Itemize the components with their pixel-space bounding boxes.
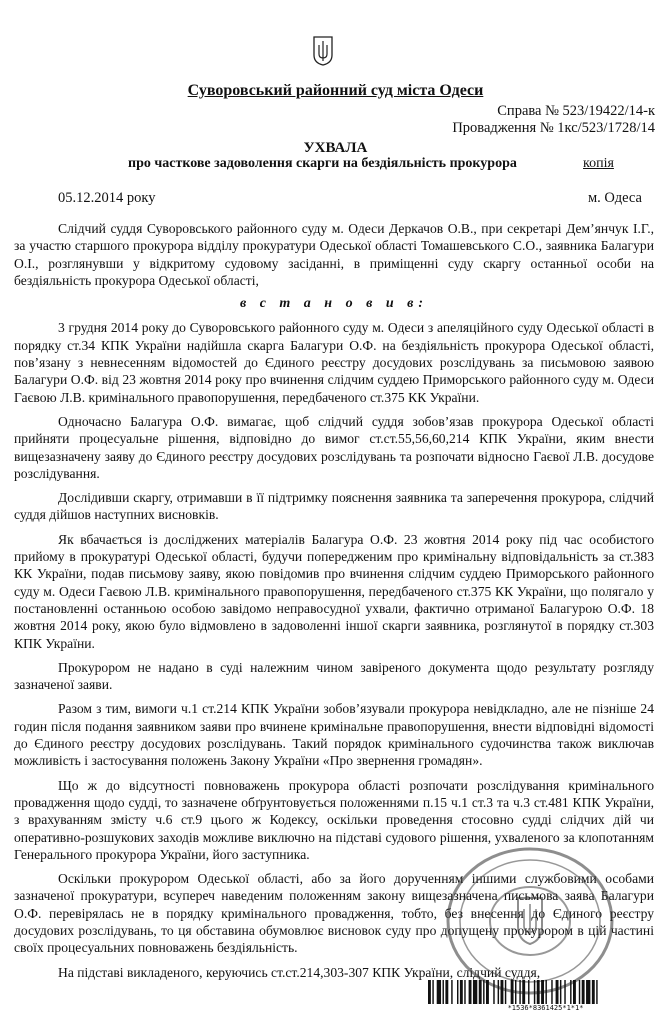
body-paragraph: Дослідивши скаргу, отримавши в її підтримку пояснення заявника та заперечення прокурора, слідчий суддя дійшов наступних висновків.: [14, 490, 654, 523]
barcode-bar: [486, 980, 489, 1004]
barcode-bar: [582, 980, 585, 1004]
barcode-bar: [479, 980, 482, 1004]
barcode-bar: [519, 980, 520, 1004]
barcode-number: *1536*8361425*1*1*: [507, 1004, 584, 1012]
barcode-bar: [469, 980, 472, 1004]
barcode-bar: [498, 980, 499, 1004]
barcode-bar: [445, 980, 448, 1004]
barcode-bar: [515, 980, 516, 1004]
barcode-bar: [460, 980, 463, 1004]
barcode-bar: [560, 980, 561, 1004]
barcode-bar: [493, 980, 494, 1004]
barcode-bar: [596, 980, 597, 1004]
body-paragraph: Одночасно Балагура О.Ф. вимагає, щоб слідчий суддя зобов’язав прокурора Одеської області прийняти процесуальне рішення, відповідно до вимог ст.ст.55,56,60,214 КПК України, яким внести вищезазначену заяву до Єдиного реєстру досудових розслідувань та розпочати відносно Гаєвої Л.В. досудове розслідування.: [14, 413, 654, 481]
barcode-bar: [464, 980, 465, 1004]
document-city: м. Одеса: [588, 190, 642, 206]
copy-label: копія: [583, 156, 614, 171]
barcode-bar: [551, 980, 552, 1004]
case-number: Справа № 523/19422/14-к: [497, 103, 655, 119]
coat-of-arms-icon: [313, 36, 333, 66]
case-numbers: [452, 103, 655, 137]
court-name: Суворовський районний суд міста Одеси: [187, 82, 484, 99]
document-title: УХВАЛА: [303, 140, 368, 156]
body-paragraph: Як вбачається із досліджених матеріалів Балагура О.Ф. 23 жовтня 2014 року під час особистого прийому в прокуратурі Одеської області, будучи попередженим про кримінальну відповідальність за ст.383 КК України, подав письмову заяву, якою повідомив про вчинення слідчим суддею Приморського районного суду м. Одеси Гаєвою Л.В. кримінального правопорушення, передбаченого ст.375 КК України, що полягало у постановленні останньою особою завідомо неправосудної ухвали, фактично отриманої Балагурою О.Ф. 18 жовтня 2014 року, якою було відмовлено в задоволенні іншої скарги заявника, розглянутої в порядку ст.303 КПК України.: [14, 531, 654, 651]
barcode-bar: [545, 980, 546, 1004]
barcode-bar: [541, 980, 544, 1004]
body-paragraph: 3 грудня 2014 року до Суворовського районного суду м. Одеси з апеляційного суду Одеської області в порядку ст.34 КПК України надійшла скарга Балагури О.Ф. на бездіяльність прокурора Одеської області, пов’язану з невнесенням відомостей до Єдиного реєстру досудових розслідувань за письмовою заявою Балагури О.Ф. від 23 жовтня 2014 року про вчинення слідчим суддею Приморського районного суду м. Одеси Гаєвою Л.В. кримінального правопорушення, передбаченого ст.375 КК України.: [14, 320, 654, 405]
barcode-bar: [483, 980, 484, 1004]
proceeding-number: Провадження № 1кс/523/1728/14: [452, 120, 655, 136]
barcode-bar: [586, 980, 590, 1004]
barcode-bar: [432, 980, 433, 1004]
body-paragraph: Разом з тим, вимоги ч.1 ст.214 КПК України зобов’язували прокурора невідкладно, але не пізніше 24 годин після подання заявником заяви про вчинене кримінальне правопорушення, внести відповідні відомості до Єдиного реєстру досудових розслідувань. Такий порядок кримінального судочинства також виключав можливість і застосування положень Закону України «Про звернення громадян».: [14, 701, 654, 769]
body-paragraph: Оскільки прокурором Одеської області, або за його дорученням іншими службовими особами зазначеної прокуратури, всупереч наведеним положенням закону вищезазначена письмова заява Балагури О.Ф. перевірялась не в порядку кримінального провадження, тобто, без внесення до Єдиного реєстру досудових розслідувань, то ця обставина обумовлює висновок суду про допущену прокурором в цій частині своїх процесуальних повноважень бездіяльність.: [14, 871, 654, 956]
court-seal-stamp: [445, 846, 615, 996]
document-date: 05.12.2014 року: [58, 190, 156, 206]
barcode: [428, 980, 663, 1004]
barcode-bar: [522, 980, 525, 1004]
barcode-bar: [443, 980, 444, 1004]
body-paragraph: Прокурором не надано в суді належним чином завіреного документа щодо результату розгляду зазначеної заяви.: [14, 659, 654, 693]
barcode-bar: [556, 980, 559, 1004]
barcode-bar: [437, 980, 441, 1004]
document-subtitle: про часткове задоволення скарги на бездіяльність прокурора: [128, 156, 517, 171]
barcode-bar: [473, 980, 477, 1004]
barcode-bar: [505, 980, 506, 1004]
body-paragraph: На підставі викладеного, керуючись ст.ст.214,303-307 КПК України, слідчий суддя,: [58, 964, 541, 980]
barcode-bar: [451, 980, 452, 1004]
ruling-heading: в с т а н о в и в:: [239, 296, 429, 312]
body-paragraph: Що ж до відсутності повноважень прокурора області розпочати розслідування кримінального провадження щодо судді, то зазначене обґрунтовується положеннями п.15 ч.1 ст.3 та ч.3 ст.481 КПК України, з врахуванням змісту ч.6 ст.9 цього ж Кодексу, оскільки проведення стосовно судді слідчих дій чи оперативно-розшукових заходів можливе виключно на підставі судового рішення, ухваленого за клопотанням Генерального прокурора України, його заступника.: [14, 777, 654, 862]
barcode-bar: [534, 980, 535, 1004]
barcode-bar: [457, 980, 458, 1004]
barcode-bar: [564, 980, 565, 1004]
barcode-bar: [579, 980, 580, 1004]
barcode-bar: [511, 980, 514, 1004]
barcode-bar: [573, 980, 576, 1004]
barcode-bar: [428, 980, 431, 1004]
barcode-bar: [537, 980, 540, 1004]
barcode-bar: [592, 980, 595, 1004]
barcode-bar: [570, 980, 571, 1004]
barcode-bar: [501, 980, 504, 1004]
intro-paragraph: Слідчий суддя Суворовського районного суду м. Одеси Деркачов О.В., при секретарі Дем’янчук І.Г., за участю старшого прокурора відділу прокуратури Одеської області Томашевського С.О., заявника Балагури О.І., розглянувши у відкритому судовому засіданні, в приміщенні суду скаргу останньої особи на бездіяльність прокурора Одеської області,: [14, 221, 654, 288]
barcode-bar: [528, 980, 529, 1004]
